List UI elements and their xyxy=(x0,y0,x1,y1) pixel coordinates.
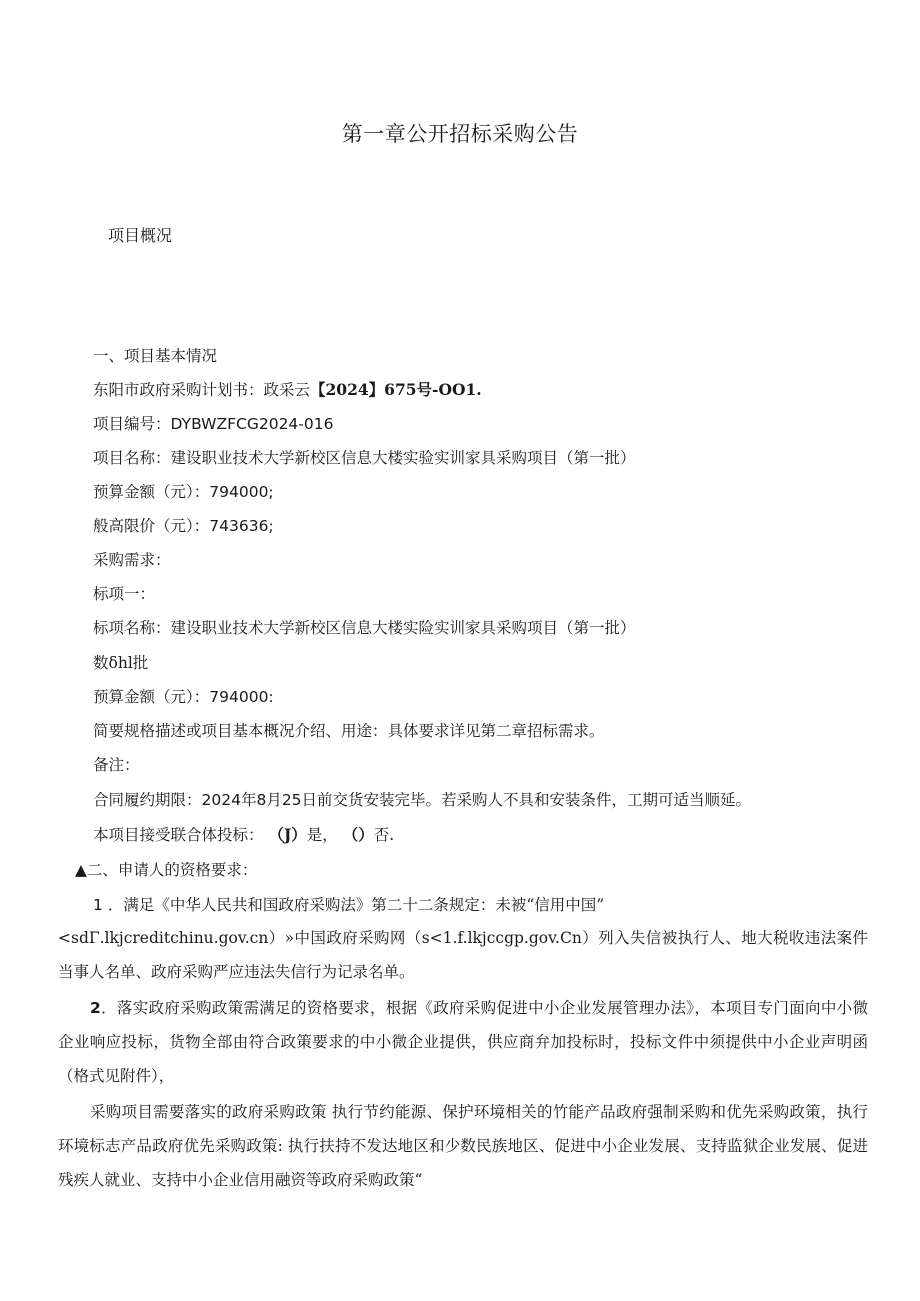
contract-period-label: 合同履约期限： xyxy=(93,791,202,809)
overview-heading: 项目概况 xyxy=(108,226,173,245)
policy-paragraph: 采购项目需要落实的政府采购政策 执行节约能源、保护环境相关的竹能产品政府强制采购和优先采购政策，执行环境标志产品政府优先采购政策: 执行扶持不发达地区和少数民族地区、促进中小企业发展、支持监狱企业发展、促进残疾人就业、支持中小企业信用融资等政府采购政策“ xyxy=(58,1103,868,1189)
lot-label: 标项一： xyxy=(93,585,156,603)
max-price-value: 743636; xyxy=(209,517,274,535)
section1-heading: 一、项目基本情况 xyxy=(93,347,218,365)
lot-budget-label: 预算金额（元）： xyxy=(93,688,210,706)
spec-desc-line: 简要规格描述或项目基本概况介绍、用途：具体要求详见第二章招标需求。 xyxy=(93,722,605,740)
project-no-label: 项目编号： xyxy=(93,415,171,433)
consortium-yes-mark: （J） xyxy=(268,825,307,844)
quantity-line: 数δhl批 xyxy=(93,654,149,672)
consortium-no-text: 否. xyxy=(373,826,395,844)
project-no-value: DYBWZFCG2024-016 xyxy=(170,415,334,433)
remark-label: 备注： xyxy=(93,756,140,774)
consortium-label: 本项目接受联合体投标： xyxy=(93,826,264,844)
lot-budget-value: 794000: xyxy=(209,688,274,706)
lot-name-line: 标项名称：建设职业技术大学新校区信息大楼实险实训家具采购项目（第一批） xyxy=(93,619,636,637)
consortium-no-mark: （） xyxy=(342,825,374,844)
contract-period-line xyxy=(93,788,751,810)
plan-value: 【2024】675号-OO1. xyxy=(310,380,482,399)
demand-label: 采购需求： xyxy=(93,551,171,569)
consortium-line xyxy=(93,823,394,845)
budget-value: 794000; xyxy=(209,483,274,501)
contract-period-date: 2024年8月25日 xyxy=(201,791,318,809)
lot-budget-line xyxy=(93,685,274,707)
max-price-label: 般高限价（元）： xyxy=(93,517,210,535)
req1-number: 1 xyxy=(93,896,103,914)
requirement-1 xyxy=(93,893,604,915)
requirement-1-cont: <sdΓ.lkjcreditchinu.gov.cn）»中国政府采购网（s<1.f.lkjccgp.gov.Cn）列入失信被执行人、地大税收违法案件当事人名单、政府采购严应违法失信行为记录名单。 xyxy=(58,929,868,981)
project-name-line: 项目名称：建设职业技术大学新校区信息大楼实验实训家具采购项目（第一批） xyxy=(93,449,636,467)
consortium-yes-text: 是， xyxy=(306,826,338,844)
budget-line xyxy=(93,480,274,502)
plan-label: 东阳市政府采购计划书：政采云 xyxy=(93,381,311,399)
max-price-line xyxy=(93,514,274,536)
project-no-line xyxy=(93,412,333,434)
plan-line xyxy=(93,378,482,400)
req2-text: ．落实政府采购政策需满足的资格要求，根据《政府采购促进中小企业发展管理办法》，本项目专门面向中小微企业响应投标，货物全部由符合政策要求的中小微企业提供，供应商弁加投标时，投标文件中须提供中小企业声明函（格式见附件）， xyxy=(58,999,868,1085)
section2-heading: ▲二、申请人的资格要求： xyxy=(75,861,258,879)
req1-text-a: ．满足《中华人民共和国政府采购法》第二十二条规定：未被“信用中国” xyxy=(107,896,605,914)
requirement-2 xyxy=(58,991,868,1093)
budget-label: 预算金额（元）： xyxy=(93,483,210,501)
page-title: 第一章公开招标采购公告 xyxy=(341,122,579,146)
contract-period-rest: 前交货安装完毕。若采购人不具和安装条件，工期可适当顺延。 xyxy=(317,791,752,809)
req2-number: 2 xyxy=(90,999,101,1017)
